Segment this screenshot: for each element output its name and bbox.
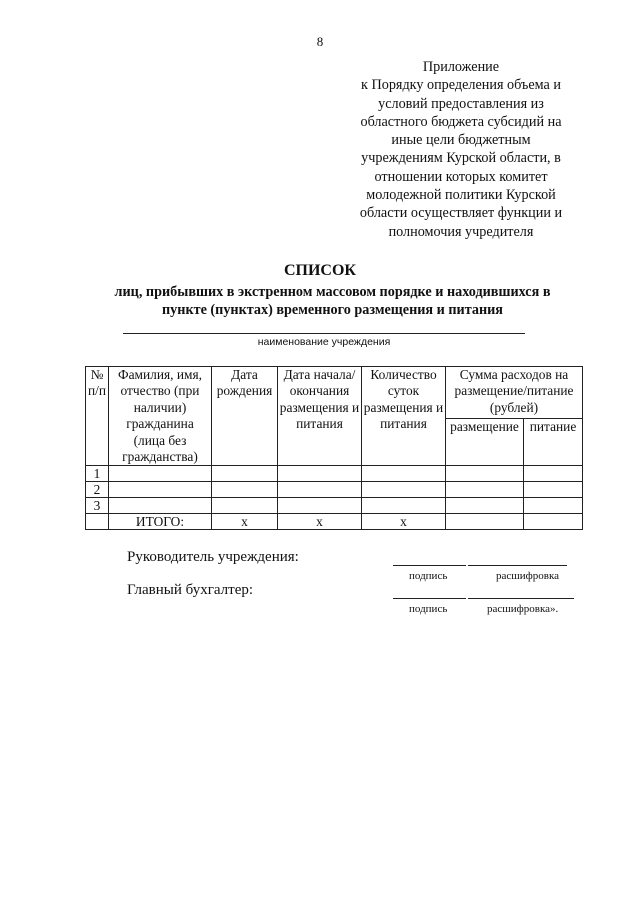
- appendix-line: отношении которых комитет: [374, 168, 548, 185]
- cell-full-name: [109, 466, 212, 482]
- cell-days: [362, 482, 446, 498]
- appendix-line: условий предоставления из: [378, 95, 544, 112]
- table-row: [86, 466, 583, 482]
- header-accommodation: размещение: [446, 418, 524, 466]
- document-title: СПИСОК: [283, 262, 357, 279]
- cell-period: [278, 466, 362, 482]
- header-days: Количество суток размещения и питания: [362, 367, 446, 466]
- appendix-line: области осуществляет функции и: [359, 205, 563, 222]
- head-signature-line: [393, 565, 466, 566]
- table-row: [86, 498, 583, 514]
- header-expenses: Сумма расходов на размещение/питание (рублей): [446, 367, 583, 419]
- appendix-line: областного бюджета субсидий на: [360, 113, 562, 130]
- persons-table: [85, 366, 583, 530]
- cell-full-name: [109, 482, 212, 498]
- row-number: 1: [86, 466, 109, 482]
- header-birth-date: Дата рождения: [212, 367, 278, 466]
- page-number: 8: [316, 34, 324, 49]
- head-decoding-caption: расшифровка: [496, 570, 560, 582]
- accountant-decoding-line: [468, 598, 574, 599]
- header-full-name: Фамилия, имя, отчество (при наличии) гражданина (лица без гражданства): [109, 367, 212, 466]
- table-row: [86, 482, 583, 498]
- appendix-line: полномочия учредителя: [388, 223, 534, 240]
- total-label: ИТОГО:: [109, 514, 212, 530]
- appendix-line: учреждениям Курской области, в: [361, 150, 561, 167]
- row-number: 2: [86, 482, 109, 498]
- appendix-line: к Порядку определения объема и: [361, 77, 561, 94]
- cell-food: [524, 482, 583, 498]
- header-food: питание: [524, 418, 583, 466]
- cell-days: [362, 466, 446, 482]
- subtitle-line: лиц, прибывших в экстренном массовом порядке и находившихся в: [114, 284, 551, 300]
- total-row: [86, 514, 583, 530]
- total-days-mark: x: [362, 514, 446, 530]
- cell-total-number: [86, 514, 109, 530]
- cell-full-name: [109, 498, 212, 514]
- total-accommodation: [446, 514, 524, 530]
- cell-birth-date: [212, 482, 278, 498]
- row-number: 3: [86, 498, 109, 514]
- accountant-signature-line: [393, 598, 466, 599]
- cell-food: [524, 498, 583, 514]
- subtitle-line: пункте (пунктах) временного размещения и питания: [162, 302, 503, 318]
- cell-period: [278, 498, 362, 514]
- total-birth-date-mark: x: [212, 514, 278, 530]
- accountant-signature-caption: подпись: [409, 603, 448, 615]
- institution-name-line: [123, 333, 525, 334]
- institution-name-caption: наименование учреждения: [257, 336, 391, 348]
- cell-days: [362, 498, 446, 514]
- document-subtitle: [60, 283, 605, 319]
- total-period-mark: x: [278, 514, 362, 530]
- cell-food: [524, 466, 583, 482]
- appendix-line: Приложение: [422, 59, 500, 75]
- total-food: [524, 514, 583, 530]
- appendix-line: иные цели бюджетным: [391, 132, 531, 149]
- accountant-signature-label: Главный бухгалтер:: [127, 582, 254, 598]
- cell-birth-date: [212, 466, 278, 482]
- head-signature-label: Руководитель учреждения:: [127, 549, 299, 565]
- cell-birth-date: [212, 498, 278, 514]
- appendix-header: [336, 58, 586, 241]
- cell-accommodation: [446, 482, 524, 498]
- cell-accommodation: [446, 466, 524, 482]
- head-signature-caption: подпись: [409, 570, 448, 582]
- accountant-decoding-caption: расшифровка».: [487, 603, 559, 615]
- cell-period: [278, 482, 362, 498]
- header-period: Дата начала/ окончания размещения и питания: [278, 367, 362, 466]
- cell-accommodation: [446, 498, 524, 514]
- header-number: № п/п: [86, 367, 109, 466]
- head-decoding-line: [468, 565, 567, 566]
- appendix-line: молодежной политики Курской: [366, 187, 556, 204]
